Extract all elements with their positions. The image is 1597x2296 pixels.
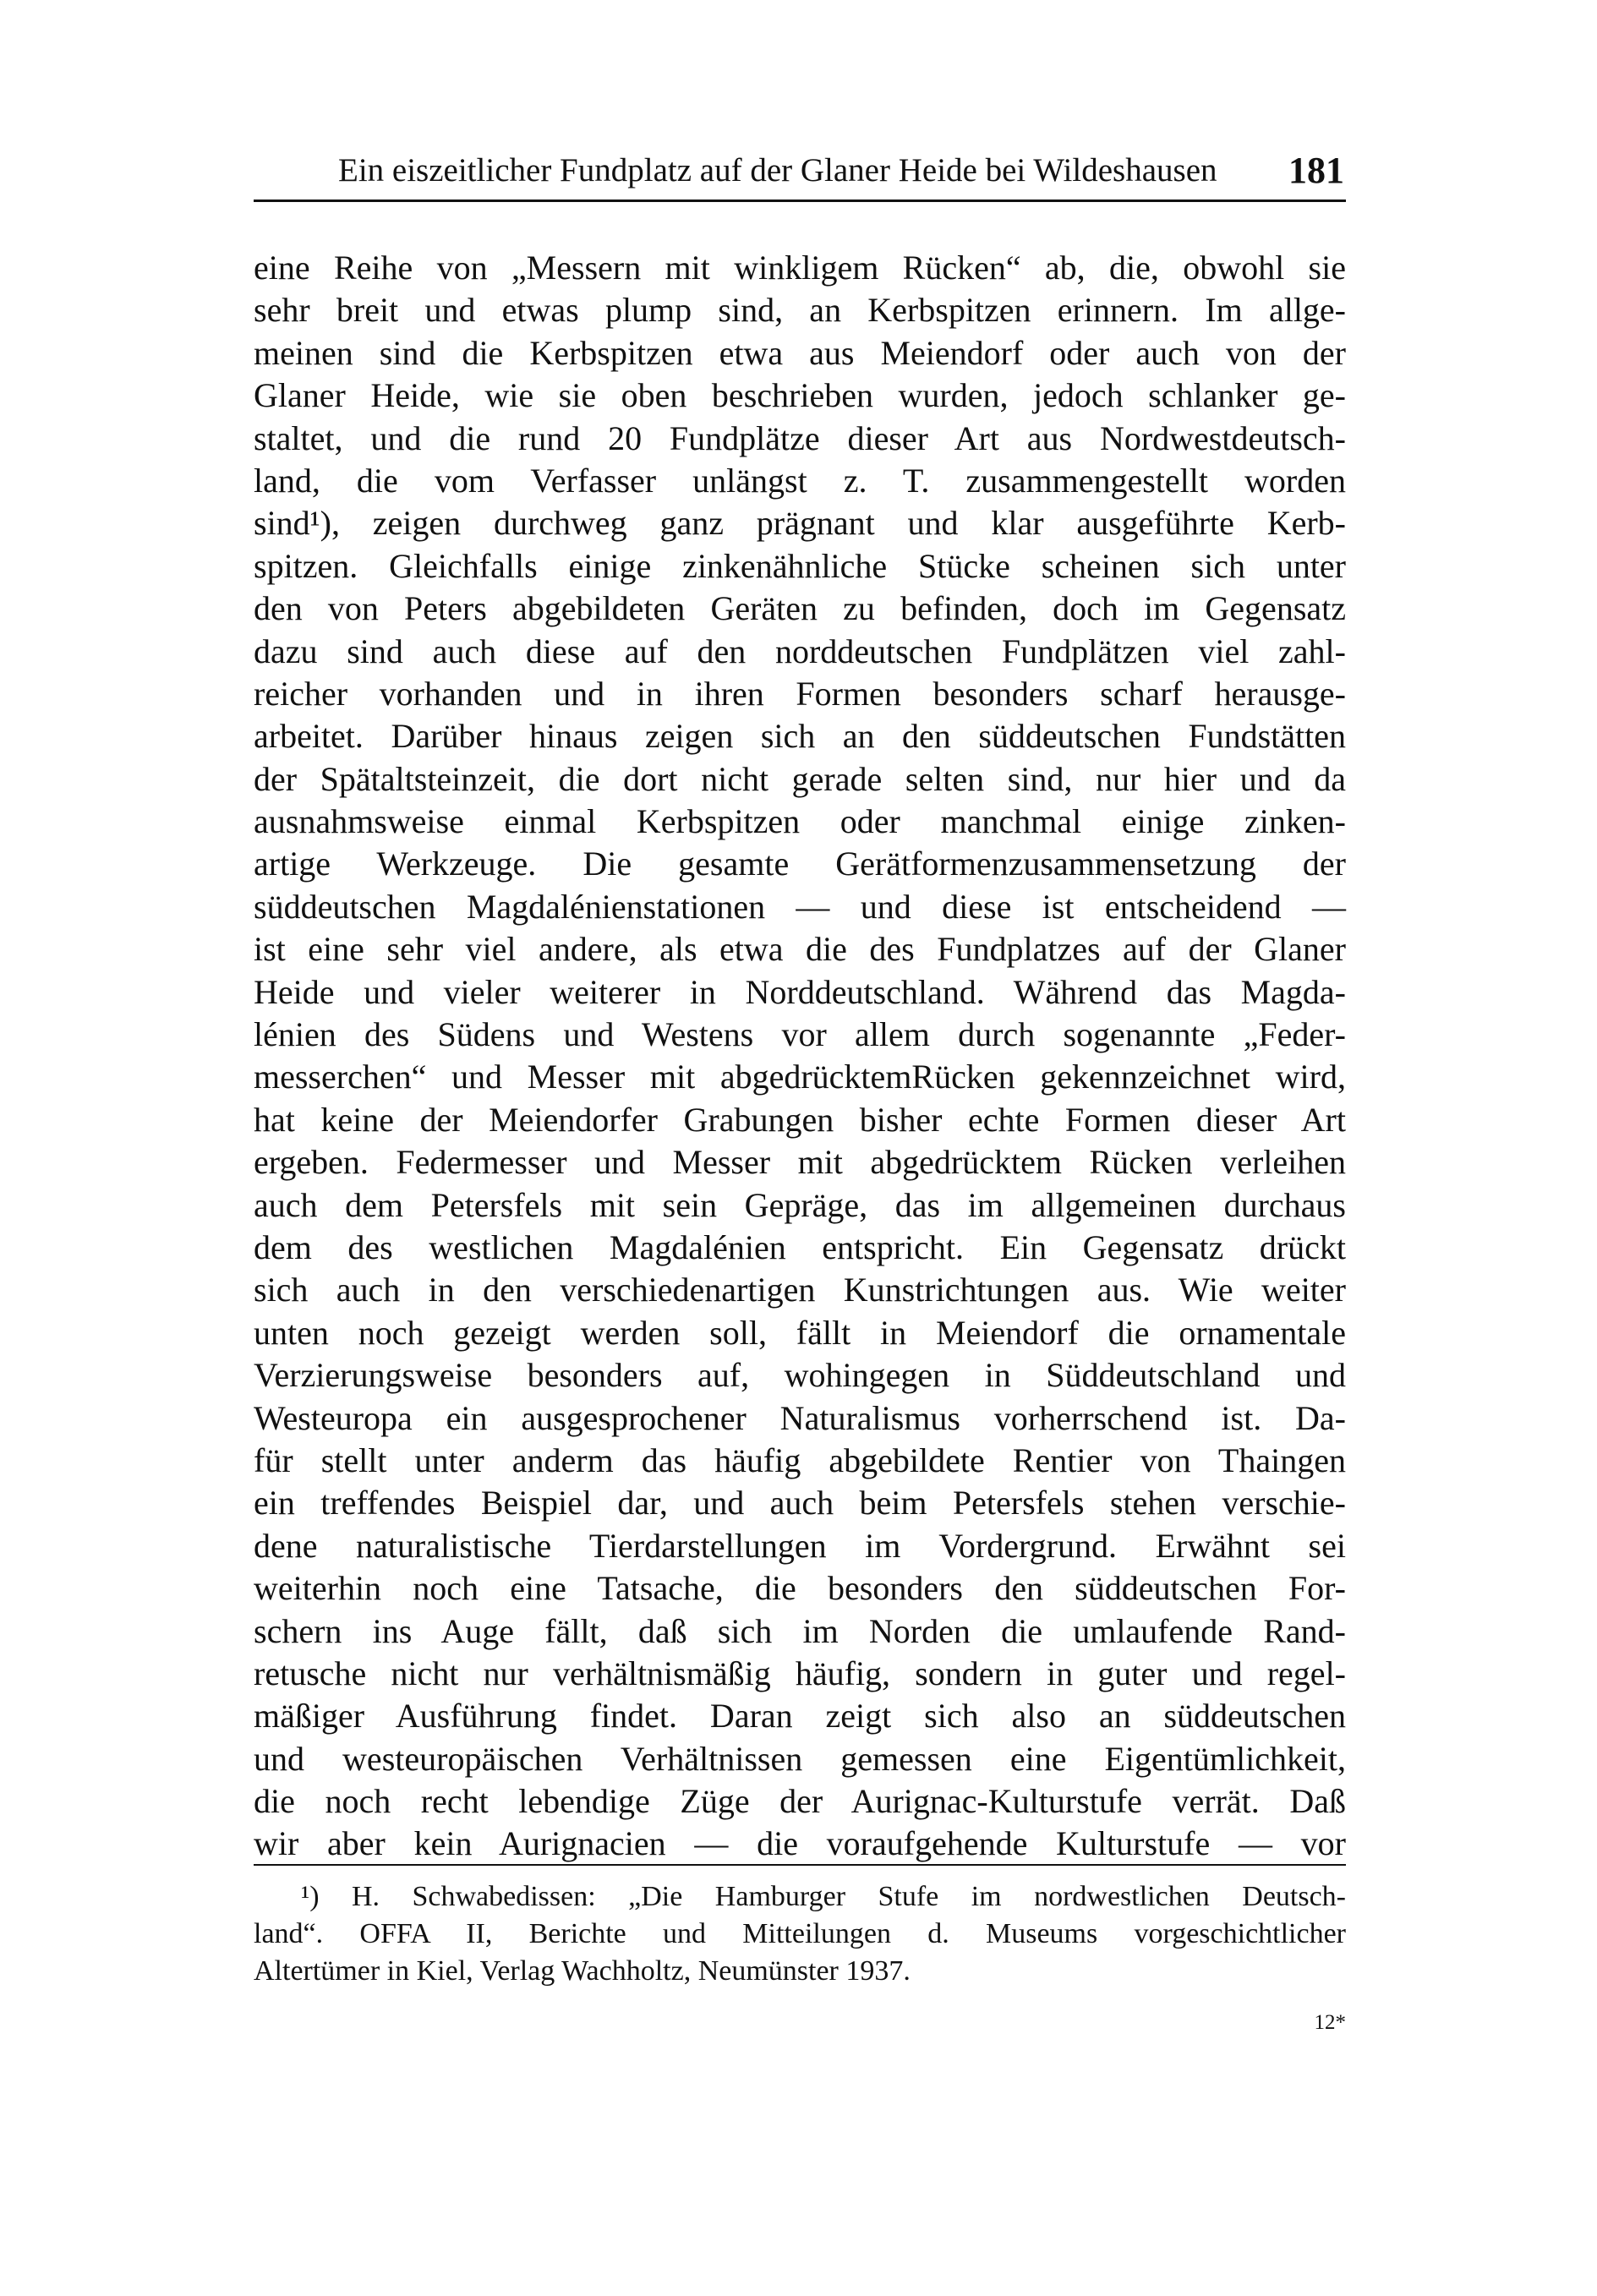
text-line: auch dem Petersfels mit sein Gepräge, das im allgemeinen durchaus <box>254 1185 1346 1224</box>
text-line: meinen sind die Kerbspitzen etwa aus Meiendorf oder auch von der <box>254 333 1346 372</box>
text-line: eine Reihe von „Messern mit winkligem Rücken“ ab, die, obwohl sie <box>254 249 1346 287</box>
text-line: der Spätaltsteinzeit, die dort nicht gerade selten sind, nur hier und da <box>254 759 1346 798</box>
text-line: sich auch in den verschiedenartigen Kunstrichtungen aus. Wie weiter <box>254 1271 1346 1309</box>
text-line: ergeben. Federmesser und Messer mit abgedrücktem Rücken verleihen <box>254 1143 1346 1182</box>
text-line: land, die vom Verfasser unlängst z. T. zusammengestellt worden <box>254 461 1346 500</box>
footnote-rule <box>254 1864 1346 1866</box>
text-line: für stellt unter anderm das häufig abgebildete Rentier von Thaingen <box>254 1440 1346 1479</box>
text-line: sehr breit und etwas plump sind, an Kerbspitzen erinnern. Im allge- <box>254 291 1346 330</box>
text-line: weiterhin noch eine Tatsache, die besonders den süddeutschen For- <box>254 1569 1346 1608</box>
text-line: sind¹), zeigen durchweg ganz prägnant und klar ausgeführte Kerb- <box>254 504 1346 543</box>
text-line: und westeuropäischen Verhältnissen gemessen eine Eigentümlichkeit, <box>254 1739 1346 1778</box>
text-line: hat keine der Meiendorfer Grabungen bisher echte Formen dieser Art <box>254 1100 1346 1139</box>
text-line: dazu sind auch diese auf den norddeutschen Fundplätzen viel zahl- <box>254 631 1346 670</box>
text-line: wir aber kein Aurignacien — die voraufgehende Kulturstufe — vor <box>254 1824 1346 1863</box>
header-rule <box>254 200 1346 202</box>
footnote-line: Altertümer in Kiel, Verlag Wachholtz, Neumünster 1937. <box>254 1955 911 1987</box>
text-line: retusche nicht nur verhältnismäßig häufig, sondern in guter und regel- <box>254 1654 1346 1692</box>
text-line: reicher vorhanden und in ihren Formen besonders scharf herausge- <box>254 674 1346 713</box>
text-line: lénien des Südens und Westens vor allem durch sogenannte „Feder- <box>254 1015 1346 1054</box>
text-line: schern ins Auge fällt, daß sich im Norden die umlaufende Rand- <box>254 1611 1346 1650</box>
text-line: die noch recht lebendige Züge der Aurignac-Kulturstufe verrät. Daß <box>254 1782 1346 1821</box>
text-line: Glaner Heide, wie sie oben beschrieben wurden, jedoch schlanker ge- <box>254 376 1346 415</box>
footnote-line: land“. OFFA II, Berichte und Mitteilungen d. Museums vorgeschichtlicher <box>254 1918 1346 1949</box>
text-line: Westeuropa ein ausgesprochener Naturalismus vorherrschend ist. Da- <box>254 1398 1346 1437</box>
text-line: Verzierungsweise besonders auf, wohingegen in Süddeutschland und <box>254 1356 1346 1395</box>
signature-mark: 12* <box>1314 2011 1346 2034</box>
page-number: 181 <box>1288 150 1344 191</box>
text-line: dene naturalistische Tierdarstellungen im Vordergrund. Erwähnt sei <box>254 1526 1346 1565</box>
footnote-line: ¹) H. Schwabedissen: „Die Hamburger Stufe im nordwestlichen Deutsch- <box>301 1881 1346 1912</box>
text-line: Heide und vieler weiterer in Norddeutschland. Während das Magda- <box>254 972 1346 1011</box>
text-line: ist eine sehr viel andere, als etwa die des Fundplatzes auf der Glaner <box>254 930 1346 969</box>
footnotes <box>254 1878 1346 1990</box>
text-line: ausnahmsweise einmal Kerbspitzen oder manchmal einige zinken- <box>254 802 1346 841</box>
body-text <box>254 247 1346 1866</box>
text-line: staltet, und die rund 20 Fundplätze dieser Art aus Nordwestdeutsch- <box>254 418 1346 457</box>
text-line: den von Peters abgebildeten Geräten zu befinden, doch im Gegensatz <box>254 589 1346 628</box>
text-line: süddeutschen Magdalénienstationen — und diese ist entscheidend — <box>254 887 1346 926</box>
text-line: unten noch gezeigt werden soll, fällt in Meiendorf die ornamentale <box>254 1313 1346 1352</box>
running-head <box>338 145 1344 196</box>
text-line: arbeitet. Darüber hinaus zeigen sich an den süddeutschen Fundstätten <box>254 717 1346 756</box>
text-line: dem des westlichen Magdalénien entspricht. Ein Gegensatz drückt <box>254 1227 1346 1266</box>
text-line: spitzen. Gleichfalls einige zinkenähnliche Stücke scheinen sich unter <box>254 546 1346 585</box>
text-line: messerchen“ und Messer mit abgedrücktemRücken gekennzeichnet wird, <box>254 1058 1346 1096</box>
running-title: Ein eiszeitlicher Fundplatz auf der Glaner Heide bei Wildeshausen <box>338 152 1217 189</box>
text-line: ein treffendes Beispiel dar, und auch beim Petersfels stehen verschie- <box>254 1484 1346 1522</box>
text-line: artige Werkzeuge. Die gesamte Gerätformenzusammensetzung der <box>254 845 1346 883</box>
text-line: mäßiger Ausführung findet. Daran zeigt sich also an süddeutschen <box>254 1697 1346 1736</box>
